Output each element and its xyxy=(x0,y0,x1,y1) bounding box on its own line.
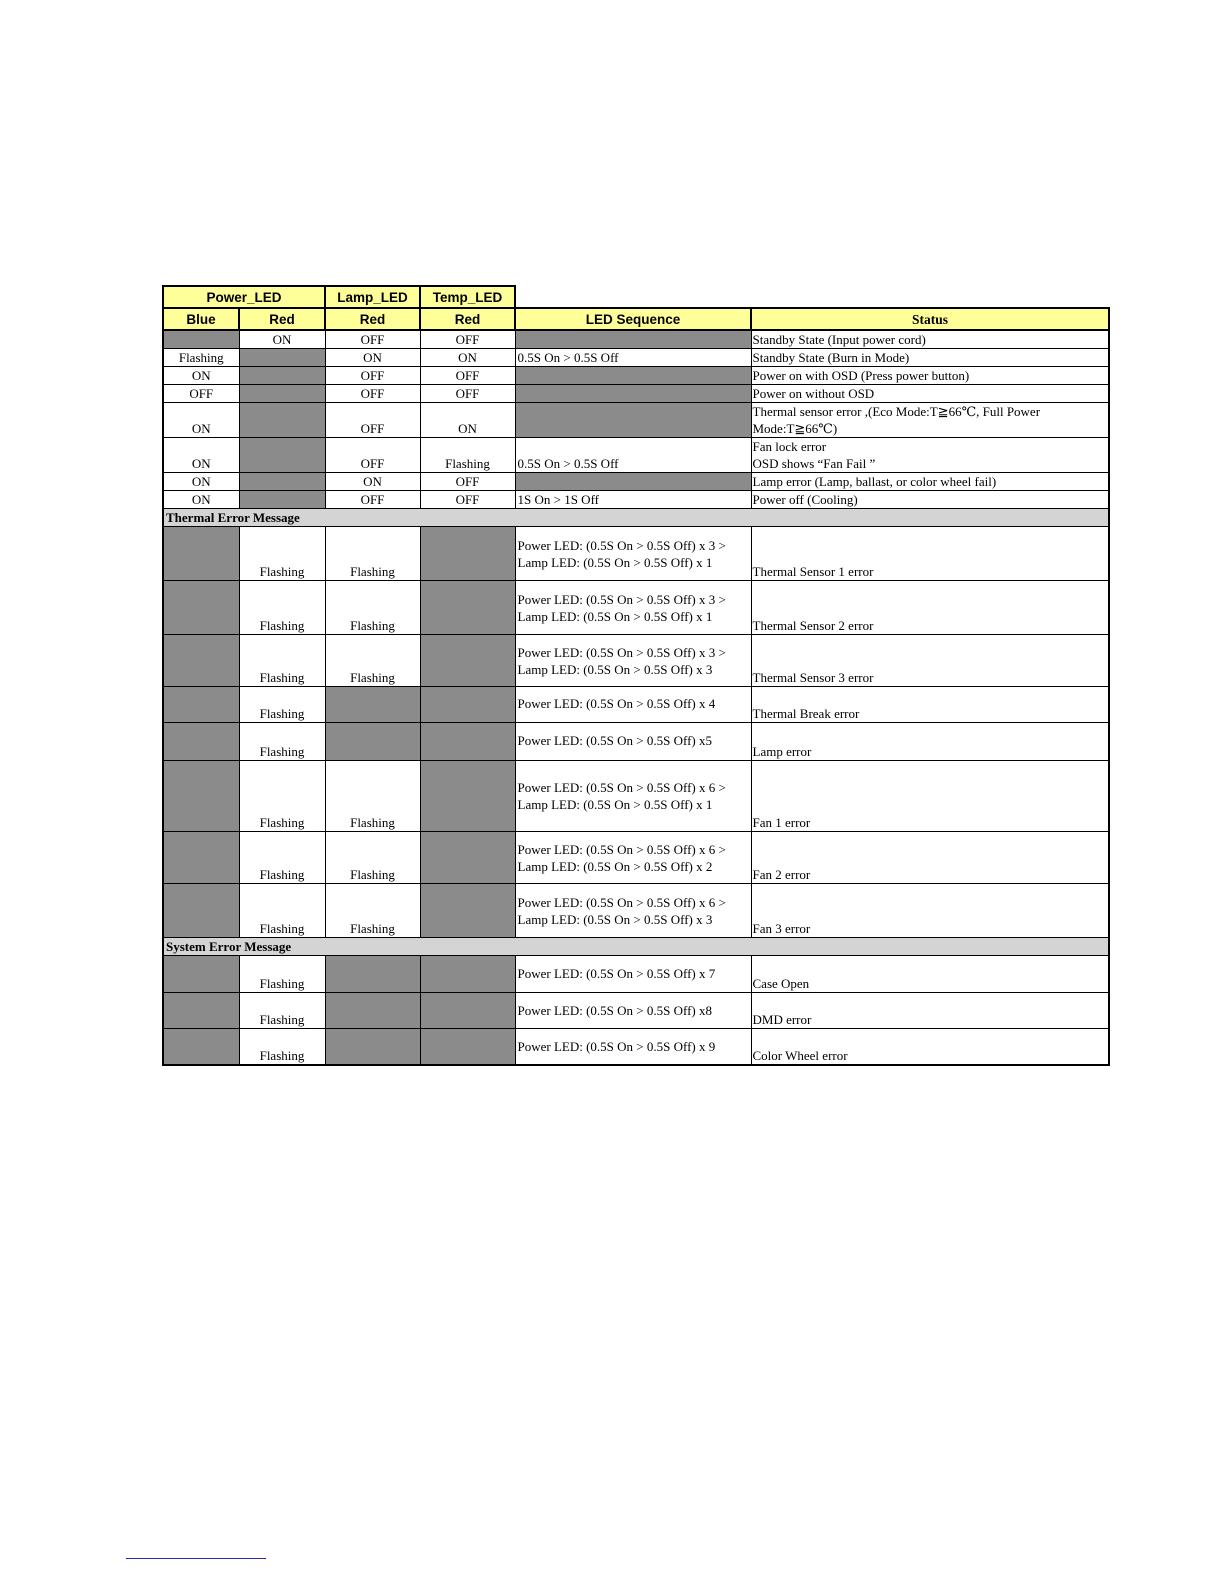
lamp-red-cell: OFF xyxy=(325,491,420,509)
status-line: OSD shows “Fan Fail ” xyxy=(752,456,876,471)
temp-red-cell xyxy=(420,884,515,938)
temp-red-cell: OFF xyxy=(420,385,515,403)
status-cell: Fan 3 error xyxy=(751,884,1109,938)
sequence-cell xyxy=(515,635,751,687)
lamp-red-cell: OFF xyxy=(325,438,420,473)
sequence-cell xyxy=(515,403,751,438)
power-red-cell: Flashing xyxy=(239,761,325,832)
header-blue: Blue xyxy=(163,308,239,330)
power-red-cell: ON xyxy=(239,330,325,349)
sequence-cell: Power LED: (0.5S On > 0.5S Off) x 7 xyxy=(515,956,751,993)
blue-cell xyxy=(163,761,239,832)
sequence-line: Lamp LED: (0.5S On > 0.5S Off) x 1 xyxy=(517,554,713,570)
blue-cell xyxy=(163,993,239,1029)
sequence-cell xyxy=(515,473,751,491)
status-cell: Lamp error (Lamp, ballast, or color wheel fail) xyxy=(751,473,1109,491)
table-row xyxy=(163,385,1109,403)
status-cell: Power off (Cooling) xyxy=(751,491,1109,509)
status-cell: Power on without OSD xyxy=(751,385,1109,403)
table-row xyxy=(163,581,1109,635)
sequence-line: Power LED: (0.5S On > 0.5S Off) x 3 > xyxy=(517,591,726,607)
lamp-red-cell: Flashing xyxy=(325,761,420,832)
table-row xyxy=(163,993,1109,1029)
power-red-cell xyxy=(239,403,325,438)
temp-red-cell: OFF xyxy=(420,330,515,349)
power-red-cell xyxy=(239,349,325,367)
blue-cell: ON xyxy=(163,491,239,509)
table-row xyxy=(163,367,1109,385)
power-red-cell xyxy=(239,385,325,403)
table-row xyxy=(163,1029,1109,1065)
lamp-red-cell: OFF xyxy=(325,385,420,403)
lamp-red-cell xyxy=(325,723,420,761)
sequence-line: Lamp LED: (0.5S On > 0.5S Off) x 1 xyxy=(517,797,713,812)
header-status: Status xyxy=(751,308,1109,330)
temp-red-cell xyxy=(420,761,515,832)
table-row xyxy=(163,635,1109,687)
power-red-cell: Flashing xyxy=(239,884,325,938)
table-row xyxy=(163,832,1109,884)
temp-red-cell xyxy=(420,581,515,635)
table-row xyxy=(163,527,1109,581)
temp-red-cell xyxy=(420,1029,515,1065)
sequence-cell: 1S On > 1S Off xyxy=(515,491,751,509)
table-row xyxy=(163,723,1109,761)
led-status-table xyxy=(162,285,1110,1066)
power-red-cell xyxy=(239,438,325,473)
lamp-red-cell: ON xyxy=(325,473,420,491)
lamp-red-cell: OFF xyxy=(325,330,420,349)
status-cell: Thermal sensor error ,(Eco Mode:T≧66℃, Full Power Mode:T≧66℃) xyxy=(751,403,1109,438)
sequence-line: Lamp LED: (0.5S On > 0.5S Off) x 2 xyxy=(517,858,713,874)
temp-red-cell: OFF xyxy=(420,473,515,491)
sequence-cell: Power LED: (0.5S On > 0.5S Off) x8 xyxy=(515,993,751,1029)
sequence-cell xyxy=(515,581,751,635)
status-cell: Standby State (Input power cord) xyxy=(751,330,1109,349)
sequence-cell xyxy=(515,761,751,832)
system-section-title: System Error Message xyxy=(163,938,1109,956)
lamp-red-cell: ON xyxy=(325,349,420,367)
power-red-cell: Flashing xyxy=(239,993,325,1029)
table-row xyxy=(163,761,1109,832)
header-temp-led: Temp_LED xyxy=(420,286,515,308)
blue-cell xyxy=(163,956,239,993)
temp-red-cell: OFF xyxy=(420,367,515,385)
table-row xyxy=(163,687,1109,723)
status-cell: Fan 2 error xyxy=(751,832,1109,884)
power-red-cell: Flashing xyxy=(239,956,325,993)
table-row xyxy=(163,349,1109,367)
blue-cell xyxy=(163,581,239,635)
temp-red-cell xyxy=(420,527,515,581)
status-line: Fan lock error xyxy=(752,439,827,454)
power-red-cell: Flashing xyxy=(239,687,325,723)
lamp-red-cell: Flashing xyxy=(325,581,420,635)
blue-cell: Flashing xyxy=(163,349,239,367)
power-red-cell xyxy=(239,473,325,491)
table-row xyxy=(163,884,1109,938)
sequence-cell xyxy=(515,385,751,403)
table-row xyxy=(163,473,1109,491)
temp-red-cell: ON xyxy=(420,403,515,438)
status-cell: Thermal Sensor 3 error xyxy=(751,635,1109,687)
power-red-cell: Flashing xyxy=(239,723,325,761)
lamp-red-cell: OFF xyxy=(325,403,420,438)
table-row xyxy=(163,491,1109,509)
lamp-red-cell: Flashing xyxy=(325,635,420,687)
sequence-cell xyxy=(515,367,751,385)
temp-red-cell xyxy=(420,723,515,761)
status-cell: Power on with OSD (Press power button) xyxy=(751,367,1109,385)
sequence-line: Power LED: (0.5S On > 0.5S Off) x 6 > xyxy=(517,780,726,795)
sequence-line: Lamp LED: (0.5S On > 0.5S Off) x 3 xyxy=(517,661,713,677)
status-cell: Thermal Sensor 2 error xyxy=(751,581,1109,635)
lamp-red-cell xyxy=(325,956,420,993)
blue-cell xyxy=(163,330,239,349)
header-lamp-led: Lamp_LED xyxy=(325,286,420,308)
header-lamp-red: Red xyxy=(325,308,420,330)
status-cell: Fan 1 error xyxy=(751,761,1109,832)
blue-cell xyxy=(163,1029,239,1065)
blue-cell xyxy=(163,832,239,884)
power-red-cell: Flashing xyxy=(239,581,325,635)
table-row xyxy=(163,403,1109,438)
temp-red-cell xyxy=(420,635,515,687)
status-cell: Color Wheel error xyxy=(751,1029,1109,1065)
temp-red-cell xyxy=(420,993,515,1029)
status-cell: Standby State (Burn in Mode) xyxy=(751,349,1109,367)
blue-cell: OFF xyxy=(163,385,239,403)
table-row xyxy=(163,438,1109,473)
sequence-cell xyxy=(515,527,751,581)
temp-red-cell: Flashing xyxy=(420,438,515,473)
power-red-cell: Flashing xyxy=(239,1029,325,1065)
temp-red-cell xyxy=(420,832,515,884)
thermal-section-title: Thermal Error Message xyxy=(163,509,1109,527)
table-row xyxy=(163,330,1109,349)
blue-cell: ON xyxy=(163,403,239,438)
temp-red-cell: ON xyxy=(420,349,515,367)
sequence-line: Lamp LED: (0.5S On > 0.5S Off) x 3 xyxy=(517,911,713,927)
blue-cell xyxy=(163,527,239,581)
status-cell: DMD error xyxy=(751,993,1109,1029)
sequence-line: Power LED: (0.5S On > 0.5S Off) x 3 > xyxy=(517,537,726,553)
header-blank xyxy=(515,286,1109,308)
header-temp-red: Red xyxy=(420,308,515,330)
lamp-red-cell xyxy=(325,1029,420,1065)
sequence-line: Power LED: (0.5S On > 0.5S Off) x 6 > xyxy=(517,841,726,857)
power-red-cell xyxy=(239,491,325,509)
blue-cell: ON xyxy=(163,473,239,491)
blue-cell: ON xyxy=(163,367,239,385)
lamp-red-cell: Flashing xyxy=(325,884,420,938)
status-cell: Lamp error xyxy=(751,723,1109,761)
header-power-led: Power_LED xyxy=(163,286,325,308)
sequence-line: Lamp LED: (0.5S On > 0.5S Off) x 1 xyxy=(517,608,713,624)
lamp-red-cell: OFF xyxy=(325,367,420,385)
lamp-red-cell xyxy=(325,993,420,1029)
footnote-separator xyxy=(126,1558,266,1559)
header-led-sequence: LED Sequence xyxy=(515,308,751,330)
sequence-cell xyxy=(515,832,751,884)
power-red-cell xyxy=(239,367,325,385)
sequence-cell: 0.5S On > 0.5S Off xyxy=(515,438,751,473)
sequence-cell: 0.5S On > 0.5S Off xyxy=(515,349,751,367)
blue-cell xyxy=(163,723,239,761)
temp-red-cell: OFF xyxy=(420,491,515,509)
lamp-red-cell xyxy=(325,687,420,723)
status-cell xyxy=(751,438,1109,473)
power-red-cell: Flashing xyxy=(239,635,325,687)
sequence-line: Power LED: (0.5S On > 0.5S Off) x 6 > xyxy=(517,894,726,910)
blue-cell: ON xyxy=(163,438,239,473)
status-cell: Thermal Sensor 1 error xyxy=(751,527,1109,581)
lamp-red-cell: Flashing xyxy=(325,832,420,884)
table-row xyxy=(163,956,1109,993)
status-cell: Thermal Break error xyxy=(751,687,1109,723)
sequence-cell xyxy=(515,330,751,349)
sequence-cell: Power LED: (0.5S On > 0.5S Off) x5 xyxy=(515,723,751,761)
power-red-cell: Flashing xyxy=(239,527,325,581)
sequence-line: Power LED: (0.5S On > 0.5S Off) x 3 > xyxy=(517,644,726,660)
blue-cell xyxy=(163,687,239,723)
lamp-red-cell: Flashing xyxy=(325,527,420,581)
sequence-cell: Power LED: (0.5S On > 0.5S Off) x 9 xyxy=(515,1029,751,1065)
temp-red-cell xyxy=(420,687,515,723)
header-power-red: Red xyxy=(239,308,325,330)
blue-cell xyxy=(163,884,239,938)
power-red-cell: Flashing xyxy=(239,832,325,884)
status-cell: Case Open xyxy=(751,956,1109,993)
temp-red-cell xyxy=(420,956,515,993)
sequence-cell: Power LED: (0.5S On > 0.5S Off) x 4 xyxy=(515,687,751,723)
blue-cell xyxy=(163,635,239,687)
sequence-cell xyxy=(515,884,751,938)
